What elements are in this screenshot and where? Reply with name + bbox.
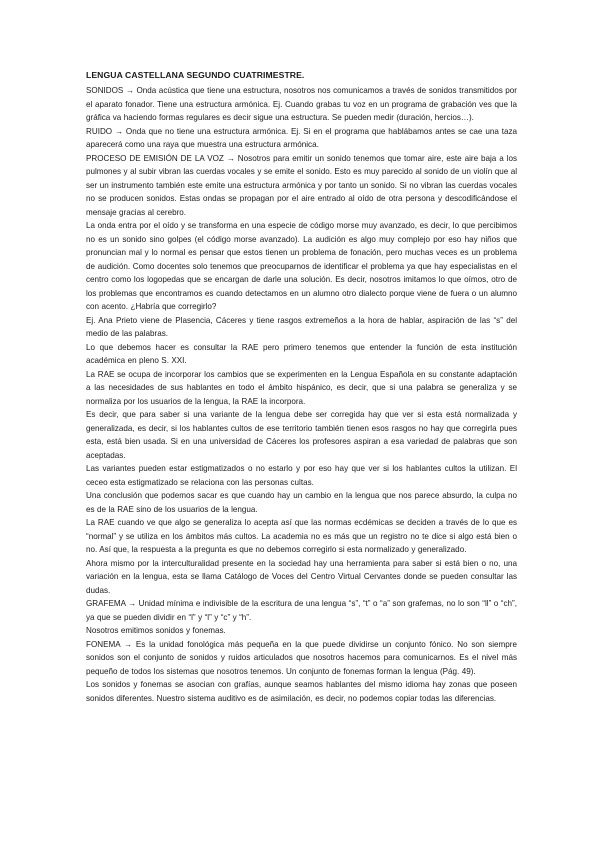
paragraph-fonema: FONEMA → Es la unidad fonológica más pequeña en la que puede dividirse un conjunto fónico. No son siempre sonidos son el conjunto de sonidos y ruidos articulados que nosotros hacemos para comunicarnos. Es el nivel más pequeño de todos los sistemas que nosotros tenemos. Un conjunto de fonemas forman la lengua (Pág. 49). (86, 639, 517, 676)
paragraph-audicion: La onda entra por el oído y se transforma en una especie de código morse muy avanzado, es decir, lo que percibimos no es un sonido sino golpes (el código morse avanzado). La audición es algo muy complejo por eso hay niños que pronuncian mal y lo normal es pensar que estos tienen un problema de fonación, pero muchas veces es un problema de audición. Como docentes solo tenemos que preocuparnos de identificar el problema ya que hay especialistas en el centro como los logopedas que se encargan de darle una solución. Es decir, nosotros imitamos lo que oímos, otro de los problemas que encontramos es cuando detectamos en un alumno otro dialecto porque viene de fuera o un alumno con acento. ¿Habría que corregirlo? (86, 221, 517, 311)
paragraph-ejemplo-ana-prieto: Ej. Ana Prieto viene de Plasencia, Cáceres y tiene rasgos extremeños a la hora de hablar, aspiración de las “s” del medio de las palabras. (86, 315, 517, 338)
paragraph-interculturalidad: Ahora mismo por la interculturalidad presente en la sociedad hay una herramienta para saber si está bien o no, una variación en la lengua, esta se llama Catálogo de Voces del Centro Virtual Cervantes donde se pueden consultar las dudas. (86, 558, 517, 595)
paragraph-grafias: Los sonidos y fonemas se asocian con grafías, aunque seamos hablantes del mismo idioma hay zonas que poseen sonidos diferentes. Nuestro sistema auditivo es de asimilación, es decir, no podemos copiar todas las diferencias. (86, 680, 517, 703)
paragraph-ruido: RUIDO → Onda que no tiene una estructura armónica. Ej. Si en el programa que hablábamos antes se cae una taza aparecerá como una raya que muestra una estructura armónica. (86, 126, 517, 149)
paragraph-proceso-emision-voz: PROCESO DE EMISIÓN DE LA VOZ → Nosotros para emitir un sonido tenemos que tomar aire, este aire baja a los pulmones y al subir vibran las cuerdas vocales y se emite el sonido. Esto es muy parecido al sonido de un violín que al ser un instrumento también este emite una estructura armónica y por tanto un sonido. Si no vibran las cuerdas vocales no se producen sonidos. Estas ondas se propagan por el aire entrado al oído de otra persona y descodificándose el mensaje gracias al cerebro. (86, 153, 517, 217)
paragraph-conclusion: Una conclusión que podemos sacar es que cuando hay un cambio en la lengua que nos parece absurdo, la culpa no es de la RAE sino de los usuarios de la lengua. (86, 491, 517, 514)
paragraph-variante-corregida: Es decir, que para saber si una variante de la lengua debe ser corregida hay que ver si esta está normalizada y generalizada, es decir, si los hablantes cultos de ese territorio también tienen esos rasgos no hay que corregirla pues esta, está bien usada. Si en una universidad de Cáceres los profesores aspiran a esa variedad de palabras que son aceptadas. (86, 410, 517, 460)
paragraph-sonidos: SONIDOS → Onda acústica que tiene una estructura, nosotros nos comunicamos a través de sonidos transmitidos por el aparato fonador. Tiene una estructura armónica. Ej. Cuando grabas tu voz en un programa de grabación ves que la gráfica va haciendo formas regulares es decir sigue una estructura. Se pueden medir (duración, hercios…). (86, 86, 517, 122)
paragraph-consultar-rae: Lo que debemos hacer es consultar la RAE pero primero tenemos que entender la función de esta institución académica en pleno S. XXI. (86, 342, 517, 365)
paragraph-sonidos-fonemas: Nosotros emitimos sonidos y fonemas. (86, 626, 226, 635)
paragraph-variantes-estigmatizadas: Las variantes pueden estar estigmatizados o no estarlo y por eso hay que ver si los hablantes cultos la utilizan. El ceceo esta estigmatizado se relaciona con las personas cultas. (86, 464, 517, 487)
document-title: LENGUA CASTELLANA SEGUNDO CUATRIMESTRE. (86, 70, 305, 80)
paragraph-grafema: GRAFEMA → Unidad mínima e indivisible de la escritura de una lengua “s”, “t” o “a” son grafemas, no lo son “ll” o “ch”, ya que se pueden dividir en “l” y “l” y “c” y “h”. (86, 599, 517, 622)
paragraph-funcion-rae: La RAE se ocupa de incorporar los cambios que se experimenten en la Lengua Española en su constante adaptación a las necesidades de sus hablantes en todo el ámbito hispánico, es decir, que si una palabra se generaliza y se normaliza por los usuarios de la lengua, la RAE la incorpora. (86, 369, 517, 406)
paragraph-rae-generaliza: La RAE cuando ve que algo se generaliza lo acepta así que las normas ecdémicas se deciden a través de lo que es “normal” y se utiliza en los ámbitos más cultos. La academia no es más que un registro no te dice si algo está bien o no. Así que, la respuesta a la pregunta es que no debemos corregirlo si esta normalizado y generalizado. (86, 518, 517, 554)
